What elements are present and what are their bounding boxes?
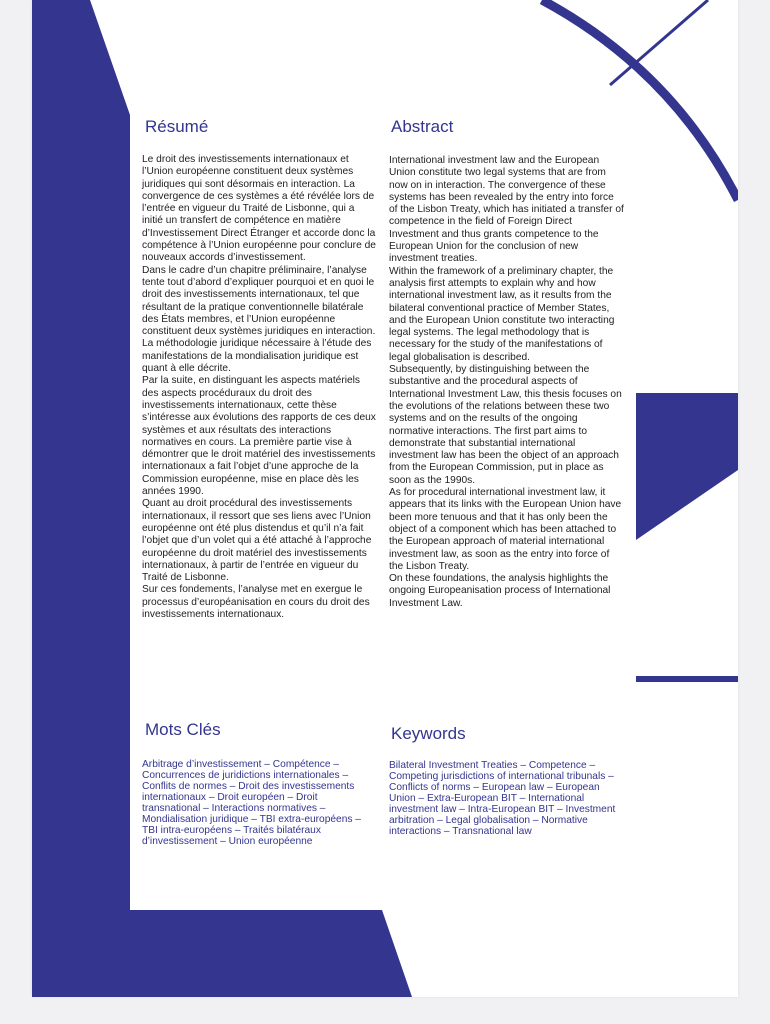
abstract-heading: Abstract — [391, 117, 454, 136]
resume-paragraph: Le droit des investissements internationaux et l’Union européenne constituent deux systèmes juridiques qui sont désormais en interaction. La convergence de ces systèmes a été révélée lors de l’entrée en vigueur du Traité de Lisbonne, qui a initié un transfert de compétence en matière d’Investissement Direct Étranger et accorde donc la compétence à l’Union européenne pour conclure de nouveaux accords d’investissement. — [142, 154, 376, 264]
keywords-text: Bilateral Investment Treaties – Competence – Competing jurisdictions of international tribunals – Conflicts of norms – European law – European Union – Extra-European BIT – International investment law – Intra-European BIT – Investment arbitration – Legal globalisation – Normative interactions – Transnational law — [389, 760, 616, 837]
keywords-heading: Keywords — [391, 724, 466, 743]
resume-paragraph: Quant au droit procédural des investissements internationaux, il ressort que ses liens avec l’Union européenne ont été plus distendus et qu’il n’a fait l’objet que d’un volet qui a été attaché à l’approche européenne du droit matériel des investissements internationaux, à partir de l’entrée en vigueur du Traité de Lisbonne. — [142, 498, 372, 584]
resume-heading: Résumé — [145, 117, 209, 136]
top-right-diagonal — [610, 0, 708, 85]
decorative-shapes — [32, 0, 738, 997]
abstract-paragraph: As for procedural international investment law, it appears that its links with the European Union have been more tenuous and that it has only been the object of a component which has been attached to the European approach of material international investment law, as soon as the entry into force of the Lisbon Treaty. — [389, 487, 622, 572]
mots-cles-heading: Mots Clés — [145, 720, 221, 739]
abstract-paragraph: On these foundations, the analysis highlights the ongoing Europeanisation process of International Investment Law. — [389, 573, 611, 609]
resume-paragraph: Dans le cadre d’un chapitre préliminaire, l’analyse tente tout d’abord d’expliquer pourquoi et en quoi le droit des investissements internationaux, tel que résultant de la pratique conventionnelle bilatérale des États membres, et l’Union européenne constituent deux systèmes juridiques en interaction. La méthodologie juridique nécessaire à l’étude des manifestations de la mondialisation juridique est quant à elle décrite. — [142, 264, 376, 375]
resume-paragraph: Par la suite, en distinguant les aspects matériels des aspects procéduraux du droit des investissements internationaux, cette thèse s’intéresse aux évolutions des rapports de ces deux systèmes et aux résultats des interactions normatives en cours. La première partie vise à démontrer que le droit matériel des investissements internationaux a fait l’objet d’une approche de la Commission européenne, mise en place dès les années 1990. — [142, 375, 376, 498]
mots-cles-text: Arbitrage d’investissement – Compétence – Concurrences de juridictions internationales – Conflits de normes – Droit des investissements internationaux – Droit européen – Droit transnational – Interactions normatives – Mondialisation juridique – TBI extra-européens – TBI intra-européens – Traités bilatéraux d’investissement – Union européenne — [142, 759, 361, 847]
abstract-paragraph: Within the framework of a preliminary chapter, the analysis first attempts to explain why and how international investment law, as it results from the bilateral conventional practice of Member States, and the European Union constitute two interacting legal systems. The legal methodology that is necessary for the study of the manifestations of legal globalisation is described. — [389, 265, 615, 363]
abstract-paragraph: Subsequently, by distinguishing between the substantive and the procedural aspects of International Investment Law, this thesis focuses on the evolutions of the relations between these two systems and on the results of the ongoing normative interactions. The first part aims to demonstrate that substantial international investment law has been the object of an approach from the European Commission, put in place as soon as the 1990s. — [389, 364, 622, 486]
right-bar-shape — [636, 676, 738, 682]
abstract-paragraph: International investment law and the European Union constitute two legal systems that are from now on in interaction. The convergence of these systems has been revealed by the entry into force of the Lisbon Treaty, which has initiated a transfer of competence in the field of Foreign Direct Investment and thus grants competence to the European Union for the conclusion of new investment treaties. — [389, 155, 624, 265]
resume-paragraph: Sur ces fondements, l’analyse met en exergue le processus d’européanisation en cours du droit des investissements internationaux. — [142, 584, 370, 620]
document-page — [32, 0, 738, 997]
resume-body — [142, 154, 377, 621]
right-triangle-shape — [636, 393, 738, 540]
abstract-body — [389, 155, 624, 610]
